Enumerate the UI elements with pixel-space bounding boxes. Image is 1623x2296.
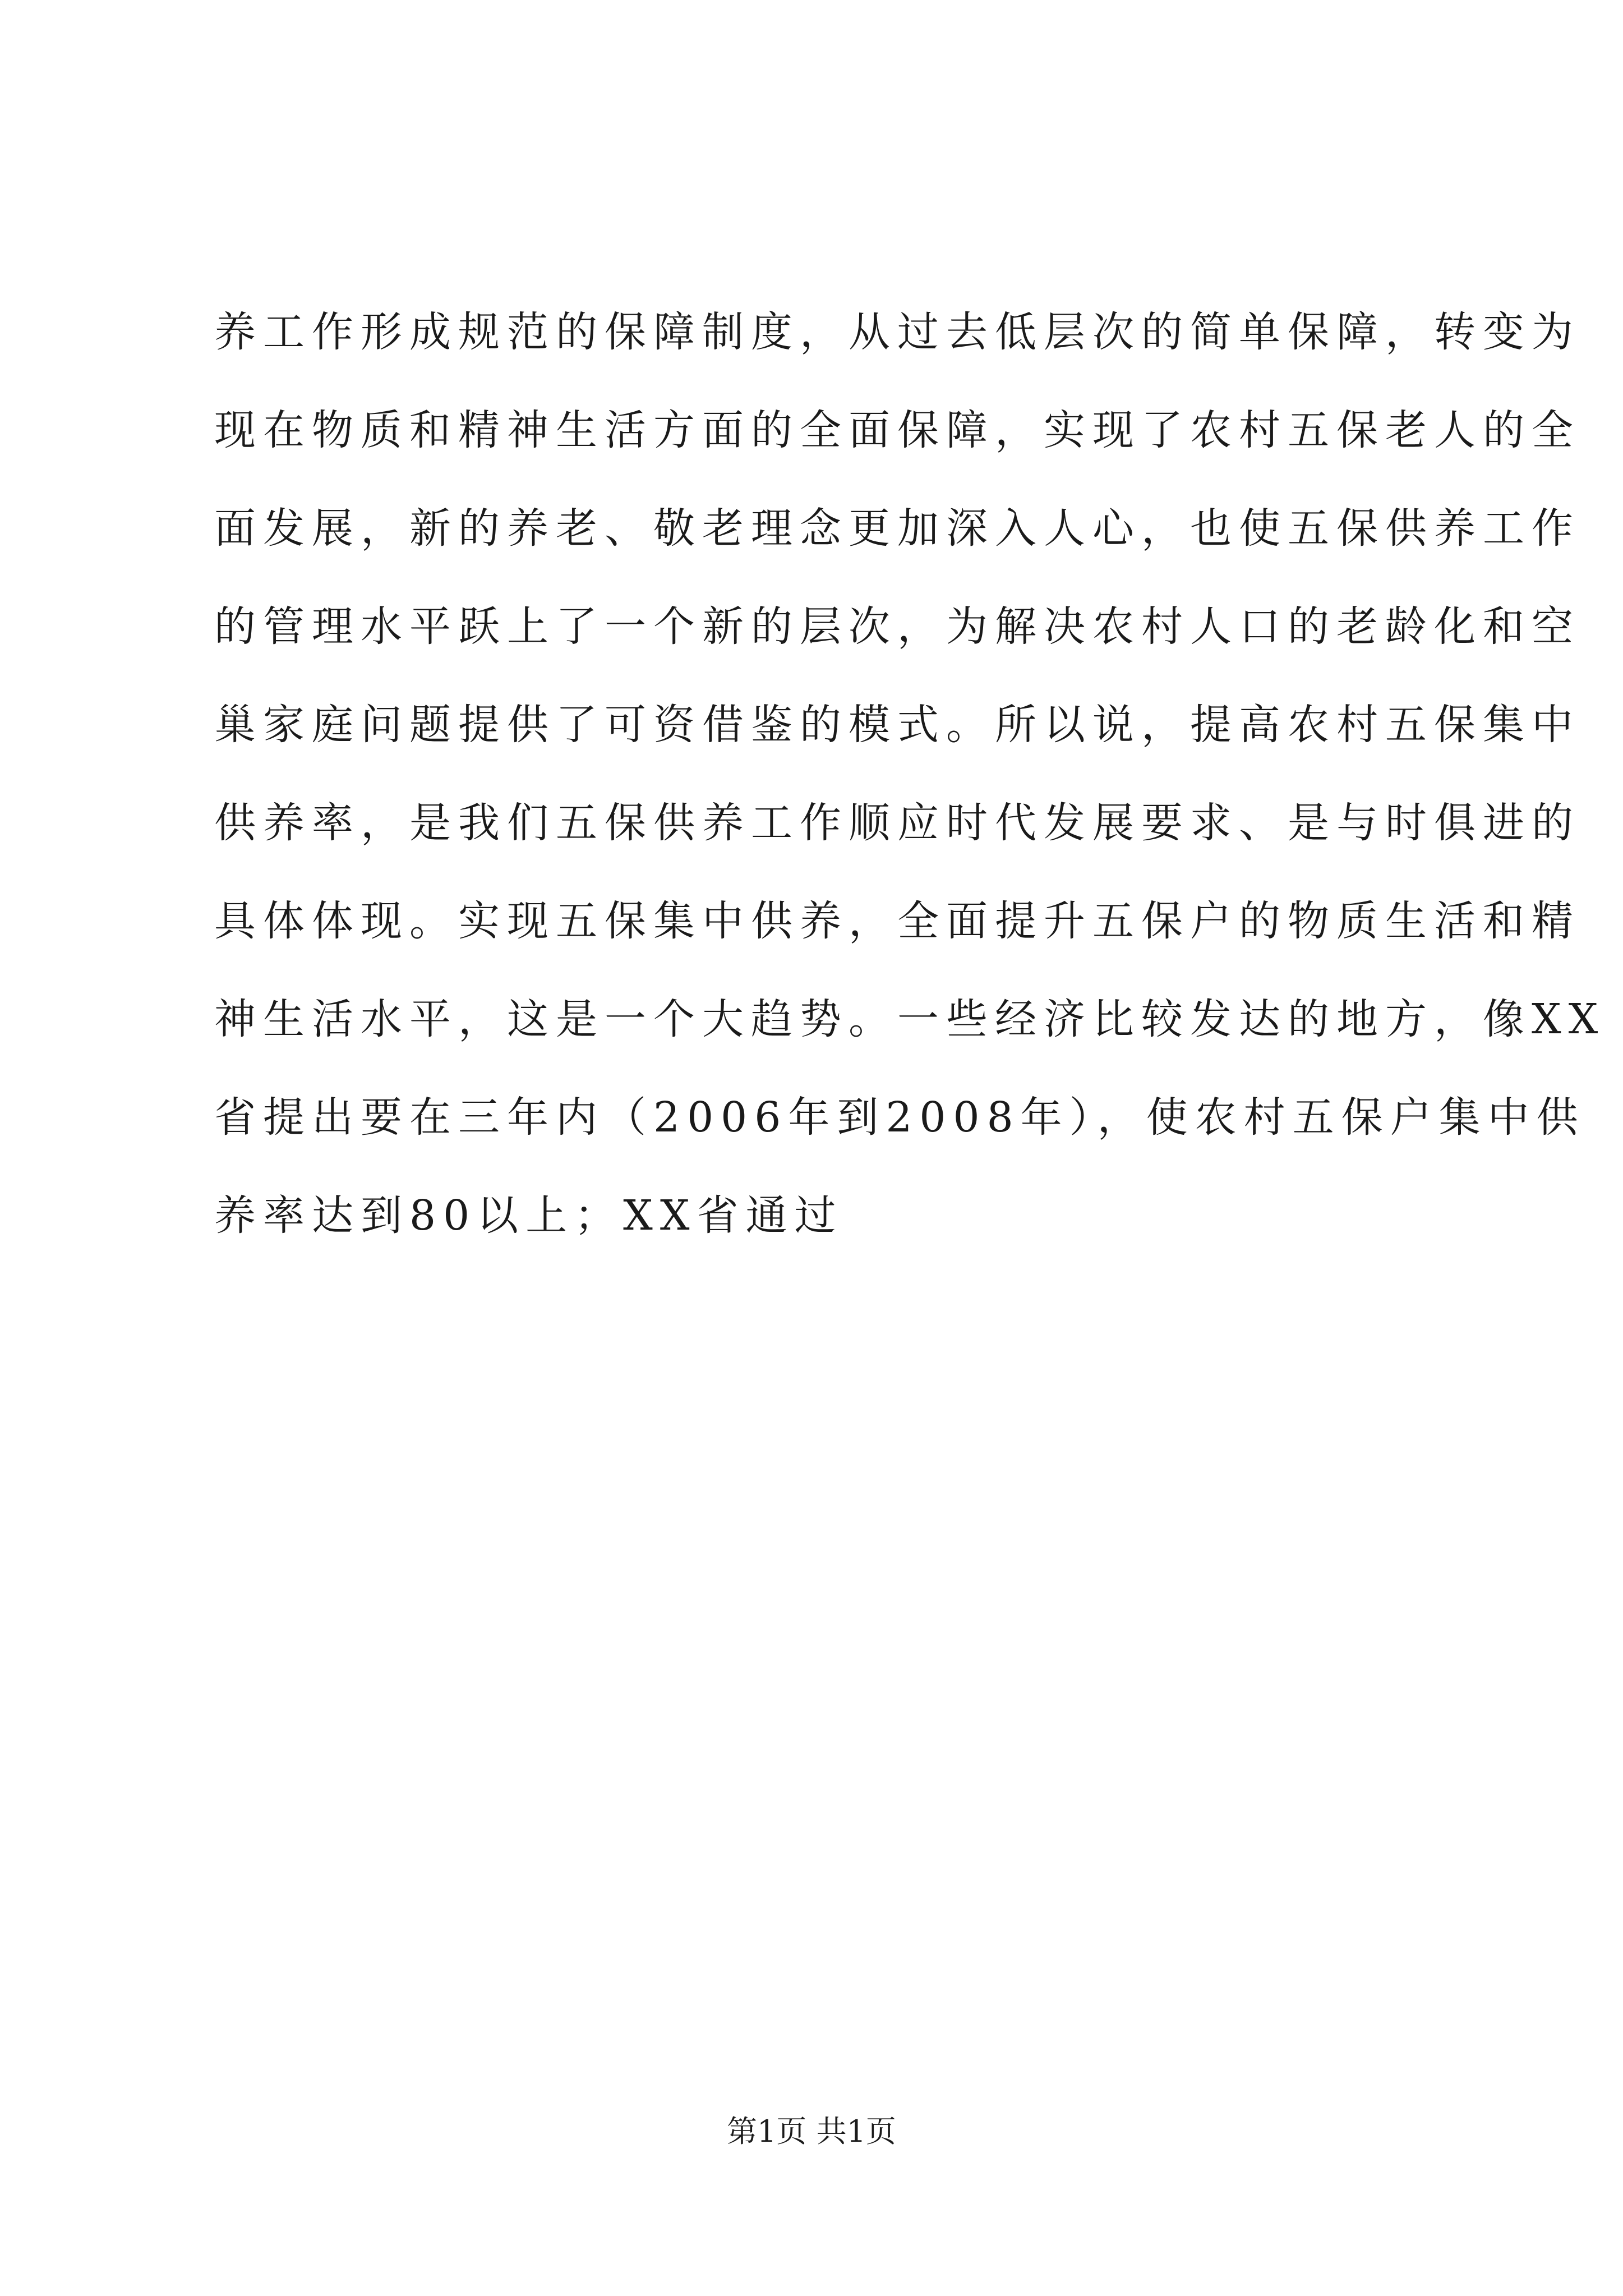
body-text — [214, 283, 1606, 1265]
text-line: 面发展，新的养老、敬老理念更加深入人心，也使五保供养工作 — [214, 504, 1580, 553]
text-line: 现在物质和精神生活方面的全面保障，实现了农村五保老人的全 — [214, 406, 1580, 454]
page-footer — [0, 2109, 1623, 2154]
text-line: 具体体现。实现五保集中供养，全面提升五保户的物质生活和精 — [214, 897, 1580, 945]
text-line: 养工作形成规范的保障制度，从过去低层次的简单保障，转变为 — [214, 308, 1580, 356]
text-line: 省提出要在三年内（2006年到2008年），使农村五保户集中供 — [214, 1093, 1585, 1142]
text-line: 的管理水平跃上了一个新的层次，为解决农村人口的老龄化和空 — [214, 602, 1580, 651]
text-line: 养率达到80以上；XX省通过 — [214, 1191, 843, 1240]
text-line: 神生活水平，这是一个大趋势。一些经济比较发达的地方，像XX — [214, 995, 1606, 1043]
page-number-label: 第1页 共1页 — [727, 2114, 896, 2149]
text-line: 巢家庭问题提供了可资借鉴的模式。所以说，提高农村五保集中 — [214, 701, 1580, 749]
text-line: 供养率，是我们五保供养工作顺应时代发展要求、是与时俱进的 — [214, 799, 1580, 847]
